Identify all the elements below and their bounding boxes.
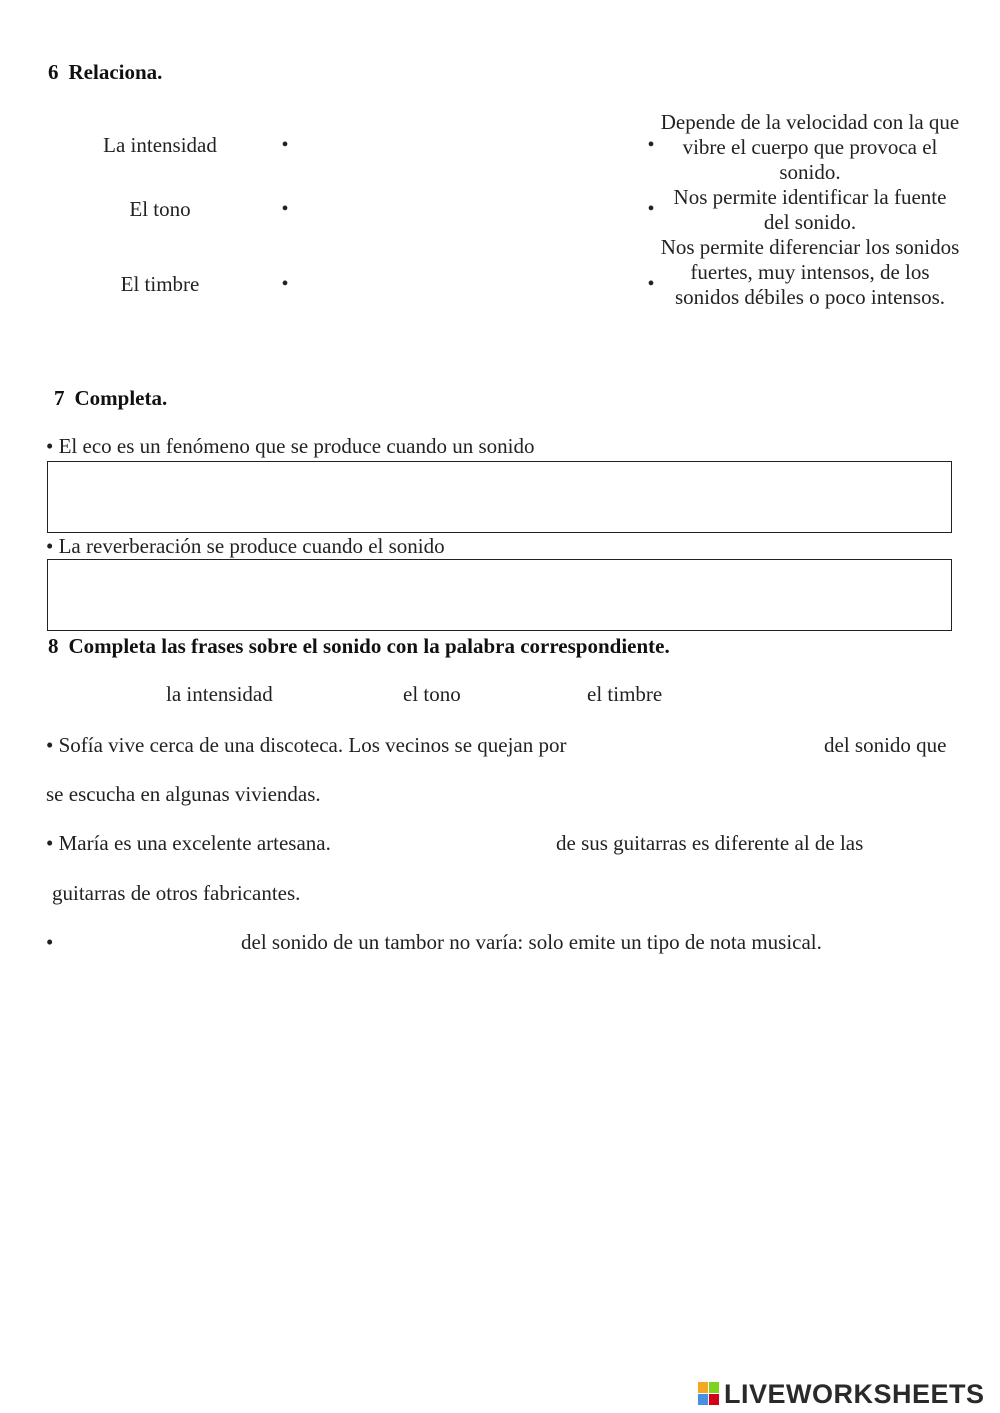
- sentence-1-part-1: • Sofía vive cerca de una discoteca. Los vecinos se quejan por: [46, 733, 567, 757]
- section-7-heading: [54, 386, 167, 411]
- reverberation-answer-field[interactable]: [47, 559, 952, 631]
- section-8-number: 8: [48, 634, 59, 658]
- sentence-2-part-1: • María es una excelente artesana.: [46, 831, 331, 855]
- sentence-1-part-2: del sonido que: [824, 733, 947, 757]
- section-6-heading: [48, 60, 162, 85]
- echo-answer-field[interactable]: [47, 461, 952, 533]
- word-bank-intensity: la intensidad: [166, 682, 273, 706]
- liveworksheets-logo: [698, 1378, 985, 1410]
- match-left-tone[interactable]: El tono: [129, 197, 191, 221]
- match-left-timbre[interactable]: El timbre: [120, 272, 200, 296]
- section-7-title: Completa.: [74, 386, 168, 410]
- word-bank-timbre: el timbre: [587, 682, 663, 706]
- match-right-definition-1: Depende de la velocidad con la que vibre el cuerpo que provoca el sonido.: [660, 110, 960, 184]
- reverberation-prompt: • La reverberación se produce cuando el sonido: [46, 534, 445, 558]
- section-7-number: 7: [54, 386, 65, 410]
- sentence-3-part-1: •: [46, 930, 54, 954]
- sentence-1-part-3: se escucha en algunas viviendas.: [46, 782, 321, 806]
- sentence-3-part-2: del sonido de un tambor no varía: solo emite un tipo de nota musical.: [241, 930, 822, 954]
- liveworksheets-logo-text: LIVEWORKSHEETS: [724, 1378, 985, 1409]
- match-right-definition-2: Nos permite identificar la fuente del sonido.: [673, 185, 947, 234]
- section-6-title: Relaciona.: [68, 60, 163, 84]
- sentence-2-blank[interactable]: [380, 830, 550, 856]
- match-dot-left-2[interactable]: •: [281, 198, 289, 220]
- section-8-heading: [48, 634, 670, 659]
- match-right-definition-3: Nos permite diferenciar los sonidos fuertes, muy intensos, de los sonidos débiles o poco intensos.: [660, 235, 960, 309]
- sentence-3-blank[interactable]: [60, 929, 235, 955]
- liveworksheets-logo-icon: [698, 1382, 720, 1406]
- section-6-number: 6: [48, 60, 59, 84]
- match-left-intensity[interactable]: La intensidad: [103, 133, 217, 157]
- sentence-2-part-2: de sus guitarras es diferente al de las: [556, 831, 864, 855]
- match-dot-right-1[interactable]: •: [647, 134, 655, 156]
- match-dot-right-2[interactable]: •: [647, 198, 655, 220]
- section-8-title: Completa las frases sobre el sonido con la palabra correspondiente.: [68, 634, 670, 658]
- echo-prompt: • El eco es un fenómeno que se produce cuando un sonido: [46, 434, 535, 458]
- sentence-2-part-3: guitarras de otros fabricantes.: [52, 881, 301, 905]
- match-dot-left-3[interactable]: •: [281, 273, 289, 295]
- match-dot-left-1[interactable]: •: [281, 134, 289, 156]
- word-bank-tone: el tono: [403, 682, 461, 706]
- sentence-1-blank[interactable]: [632, 732, 817, 758]
- match-dot-right-3[interactable]: •: [647, 273, 655, 295]
